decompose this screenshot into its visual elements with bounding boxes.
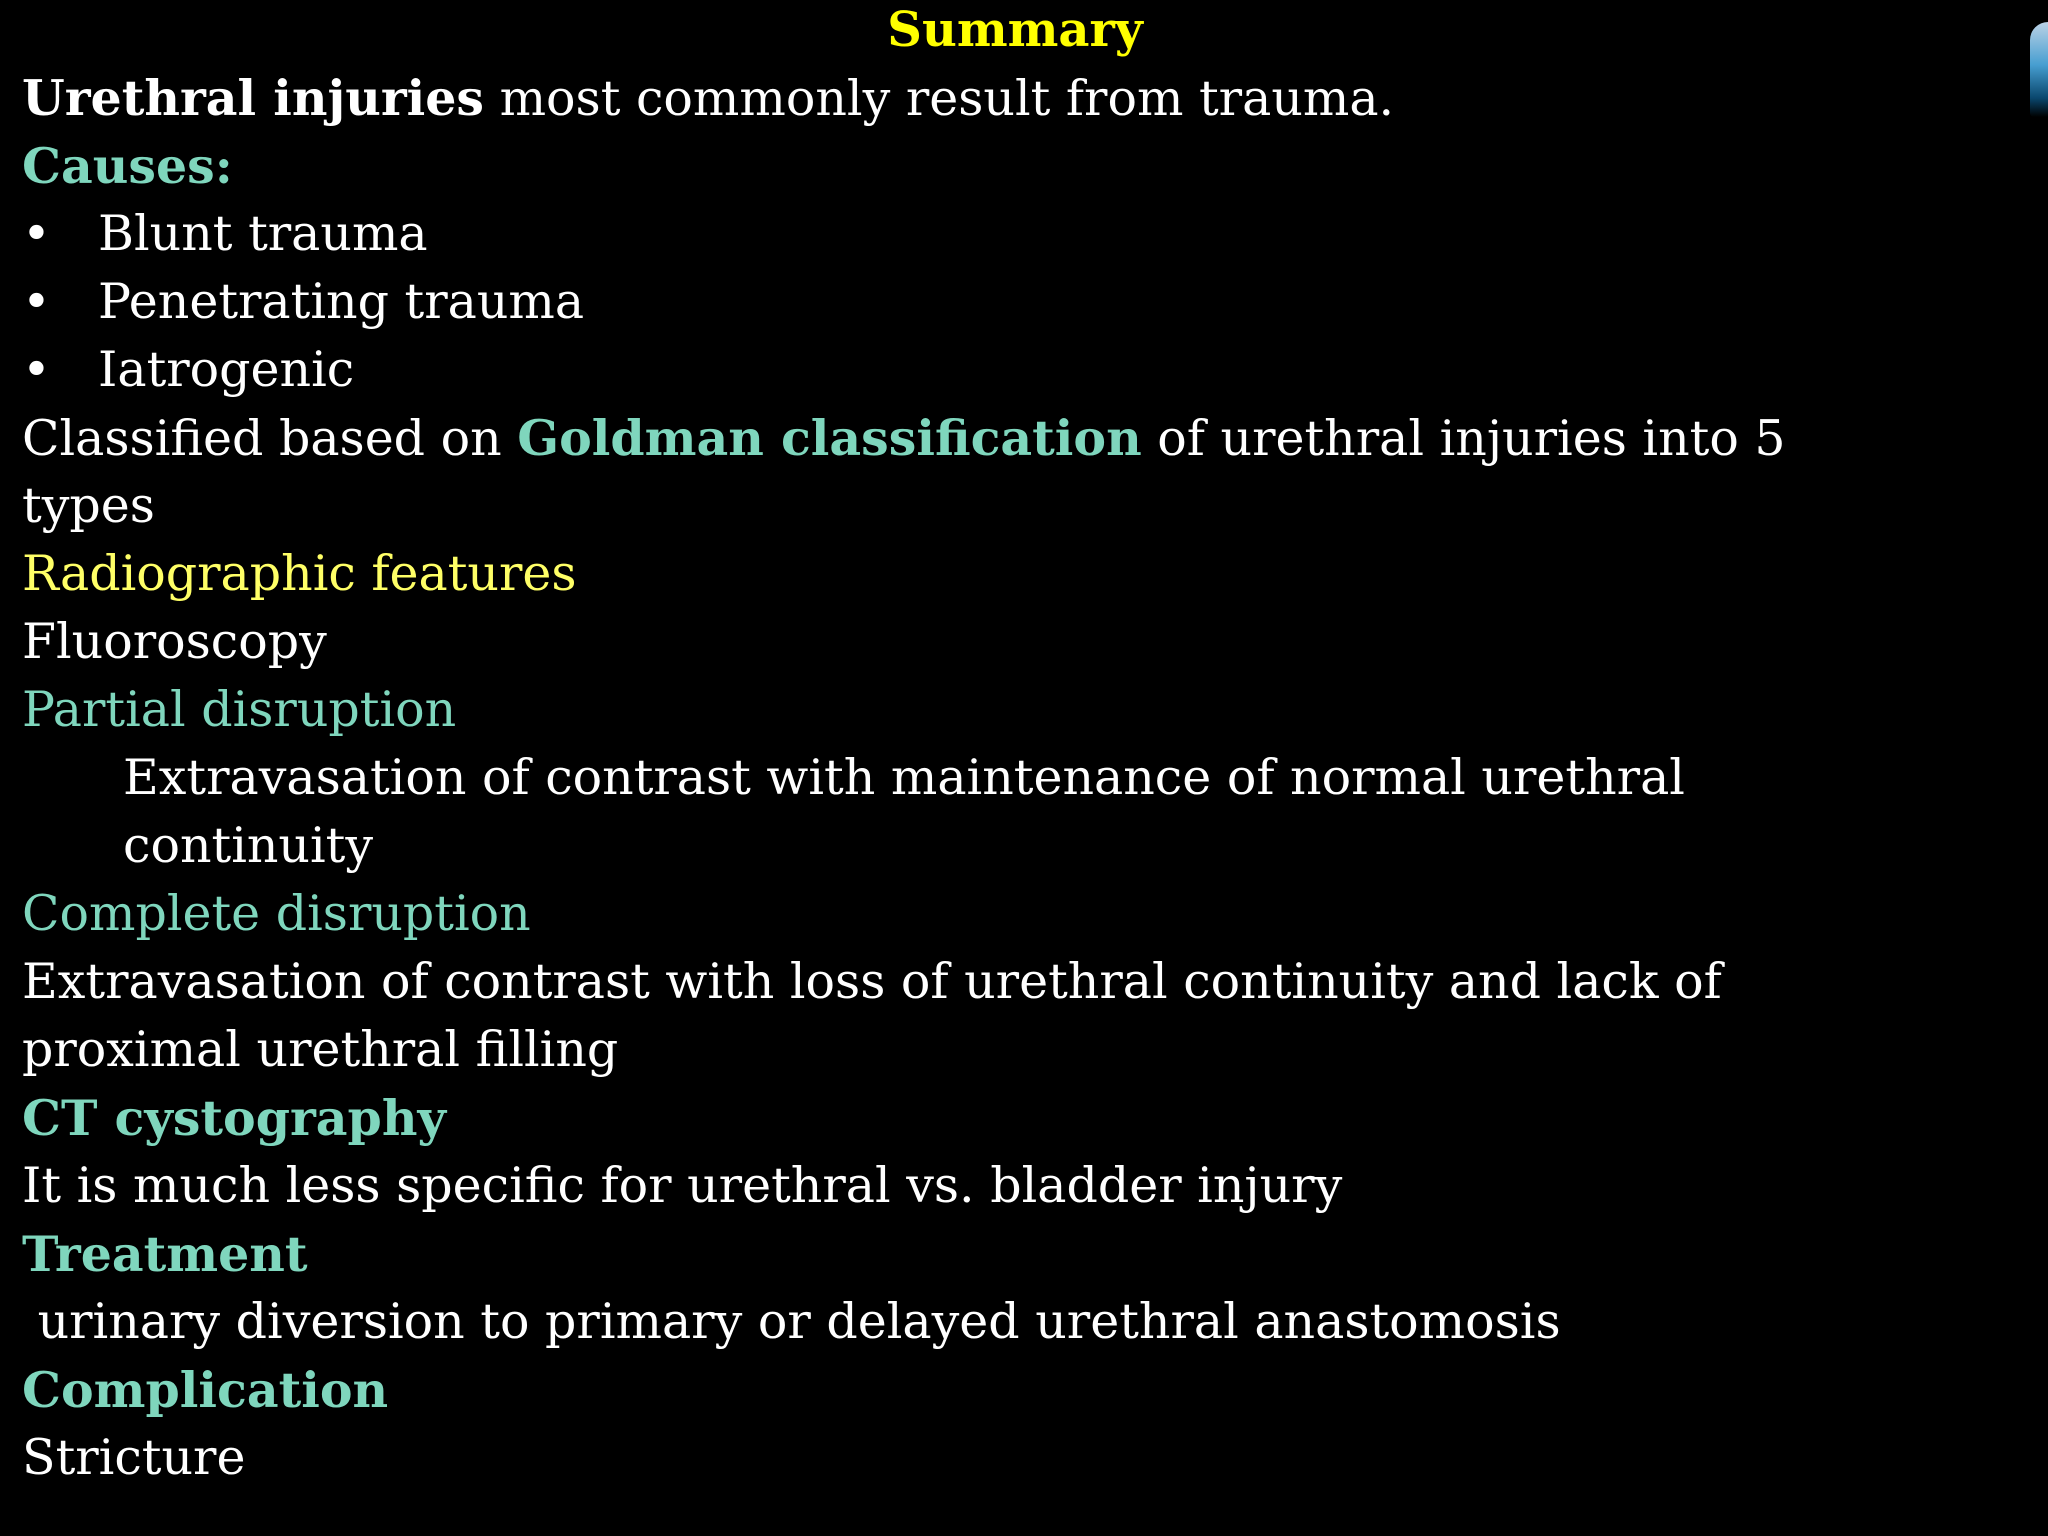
decorative-edge-glow [2030, 22, 2048, 117]
partial-text-line2: continuity [123, 817, 374, 874]
intro-bold: Urethral injuries [22, 69, 485, 127]
complication-text: Stricture [22, 1429, 246, 1486]
complete-heading: Complete disruption [22, 885, 531, 942]
complication-heading: Complication [22, 1361, 389, 1419]
causes-heading: Causes: [22, 137, 233, 195]
ct-text: It is much less specific for urethral vs. bladder injury [22, 1157, 1343, 1214]
bullet-icon: • [22, 341, 51, 398]
partial-text-line1: Extravasation of contrast with maintenance of normal urethral [123, 749, 1685, 806]
bullet-icon: • [22, 273, 51, 330]
classification-suffix: of urethral injuries into 5 [1141, 410, 1786, 467]
classification-prefix: Classified based on [22, 410, 518, 467]
list-item [22, 336, 354, 404]
cause-label: Penetrating trauma [98, 273, 585, 330]
intro-line [22, 64, 1394, 133]
intro-rest: most commonly result from trauma. [484, 70, 1395, 127]
cause-label: Iatrogenic [98, 341, 355, 398]
complete-text-line1: Extravasation of contrast with loss of urethral continuity and lack of [22, 953, 1722, 1010]
ct-heading: CT cystography [22, 1089, 446, 1147]
list-item [22, 200, 428, 268]
treatment-text: urinary diversion to primary or delayed urethral anastomosis [22, 1293, 1561, 1350]
fluoroscopy-label: Fluoroscopy [22, 613, 327, 670]
radiographic-heading: Radiographic features [22, 545, 577, 602]
partial-heading: Partial disruption [22, 681, 457, 738]
classification-line [22, 404, 1786, 473]
classification-bold: Goldman classification [517, 409, 1142, 467]
bullet-icon: • [22, 205, 51, 262]
complete-text-line2: proximal urethral filling [22, 1021, 619, 1078]
treatment-heading: Treatment [22, 1225, 308, 1283]
slide-title: Summary [887, 2, 1143, 58]
classification-wrap: types [22, 477, 155, 534]
cause-label: Blunt trauma [98, 205, 428, 262]
list-item [22, 268, 584, 336]
